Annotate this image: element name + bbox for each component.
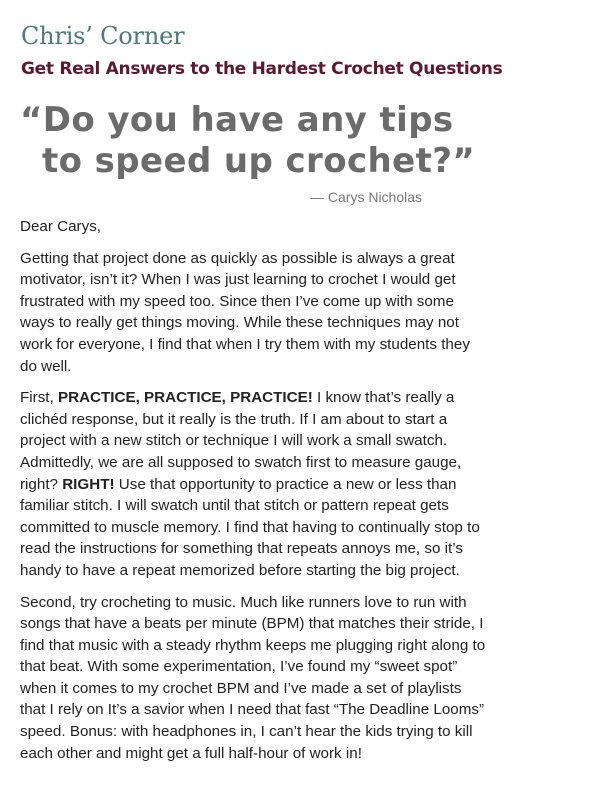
column-subtitle: Get Real Answers to the Hardest Crochet Questions [21,59,503,79]
quote-attribution: — Carys Nicholas [310,189,423,205]
pull-quote-line-2: to speed up crochet?” [42,141,476,181]
paragraph-3: Second, try crocheting to music. Much like runners love to run with songs that have a beats per minute (BPM) that matches their stride, I find that music with a steady rhythm keeps me plugging right along to that beat. With some experimentation, I’ve found my “sweet spot” when it comes to my crochet BPM and I’ve made a set of playlists that I rely on It’s a savior when I need that fast “The Deadline Looms” speed. Bonus: with headphones in, I can’t hear the kids trying to kill each other and might get a full half-hour of work in! [20,593,486,762]
paragraph-1: Getting that project done as quickly as possible is always a great motivator, isn’t it? When I was just learning to crochet I would get frustrated with my speed too. Since then I’ve come up with some ways to really get things moving. While these techniques may not work for everyone, I find that when I try them with my students they do well. [20,249,470,375]
paragraph-2-emphasis-right: RIGHT! [62,475,115,493]
paragraph-2-emphasis-practice: PRACTICE, PRACTICE, PRACTICE! [57,389,313,407]
paragraph-2-lead: First, [20,389,58,407]
letter-body [20,216,488,774]
paragraph-2-tail: Use that opportunity to practice a new or less than familiar stitch. I will swatch until that stitch or pattern repeat gets committed to muscle memory. I find that having to continually stop to read the instructions for something that repeats annoys me, so it’s handy to have a repeat memorized before starting the big project. [20,475,480,579]
pull-quote-line-1: “Do you have any tips [20,100,454,140]
pull-quote [20,100,490,182]
salutation: Dear Carys, [20,218,102,235]
column-title: Chris’ Corner [21,22,185,50]
paragraph-2 [20,387,488,581]
paragraph-2-middle: I know that’s really a clichéd response, but it really is the truth. If I am about to start a project with a new stitch or technique I will work a small swatch. Admittedly, we are all supposed to swatch first to measure gauge, right? [20,389,462,493]
